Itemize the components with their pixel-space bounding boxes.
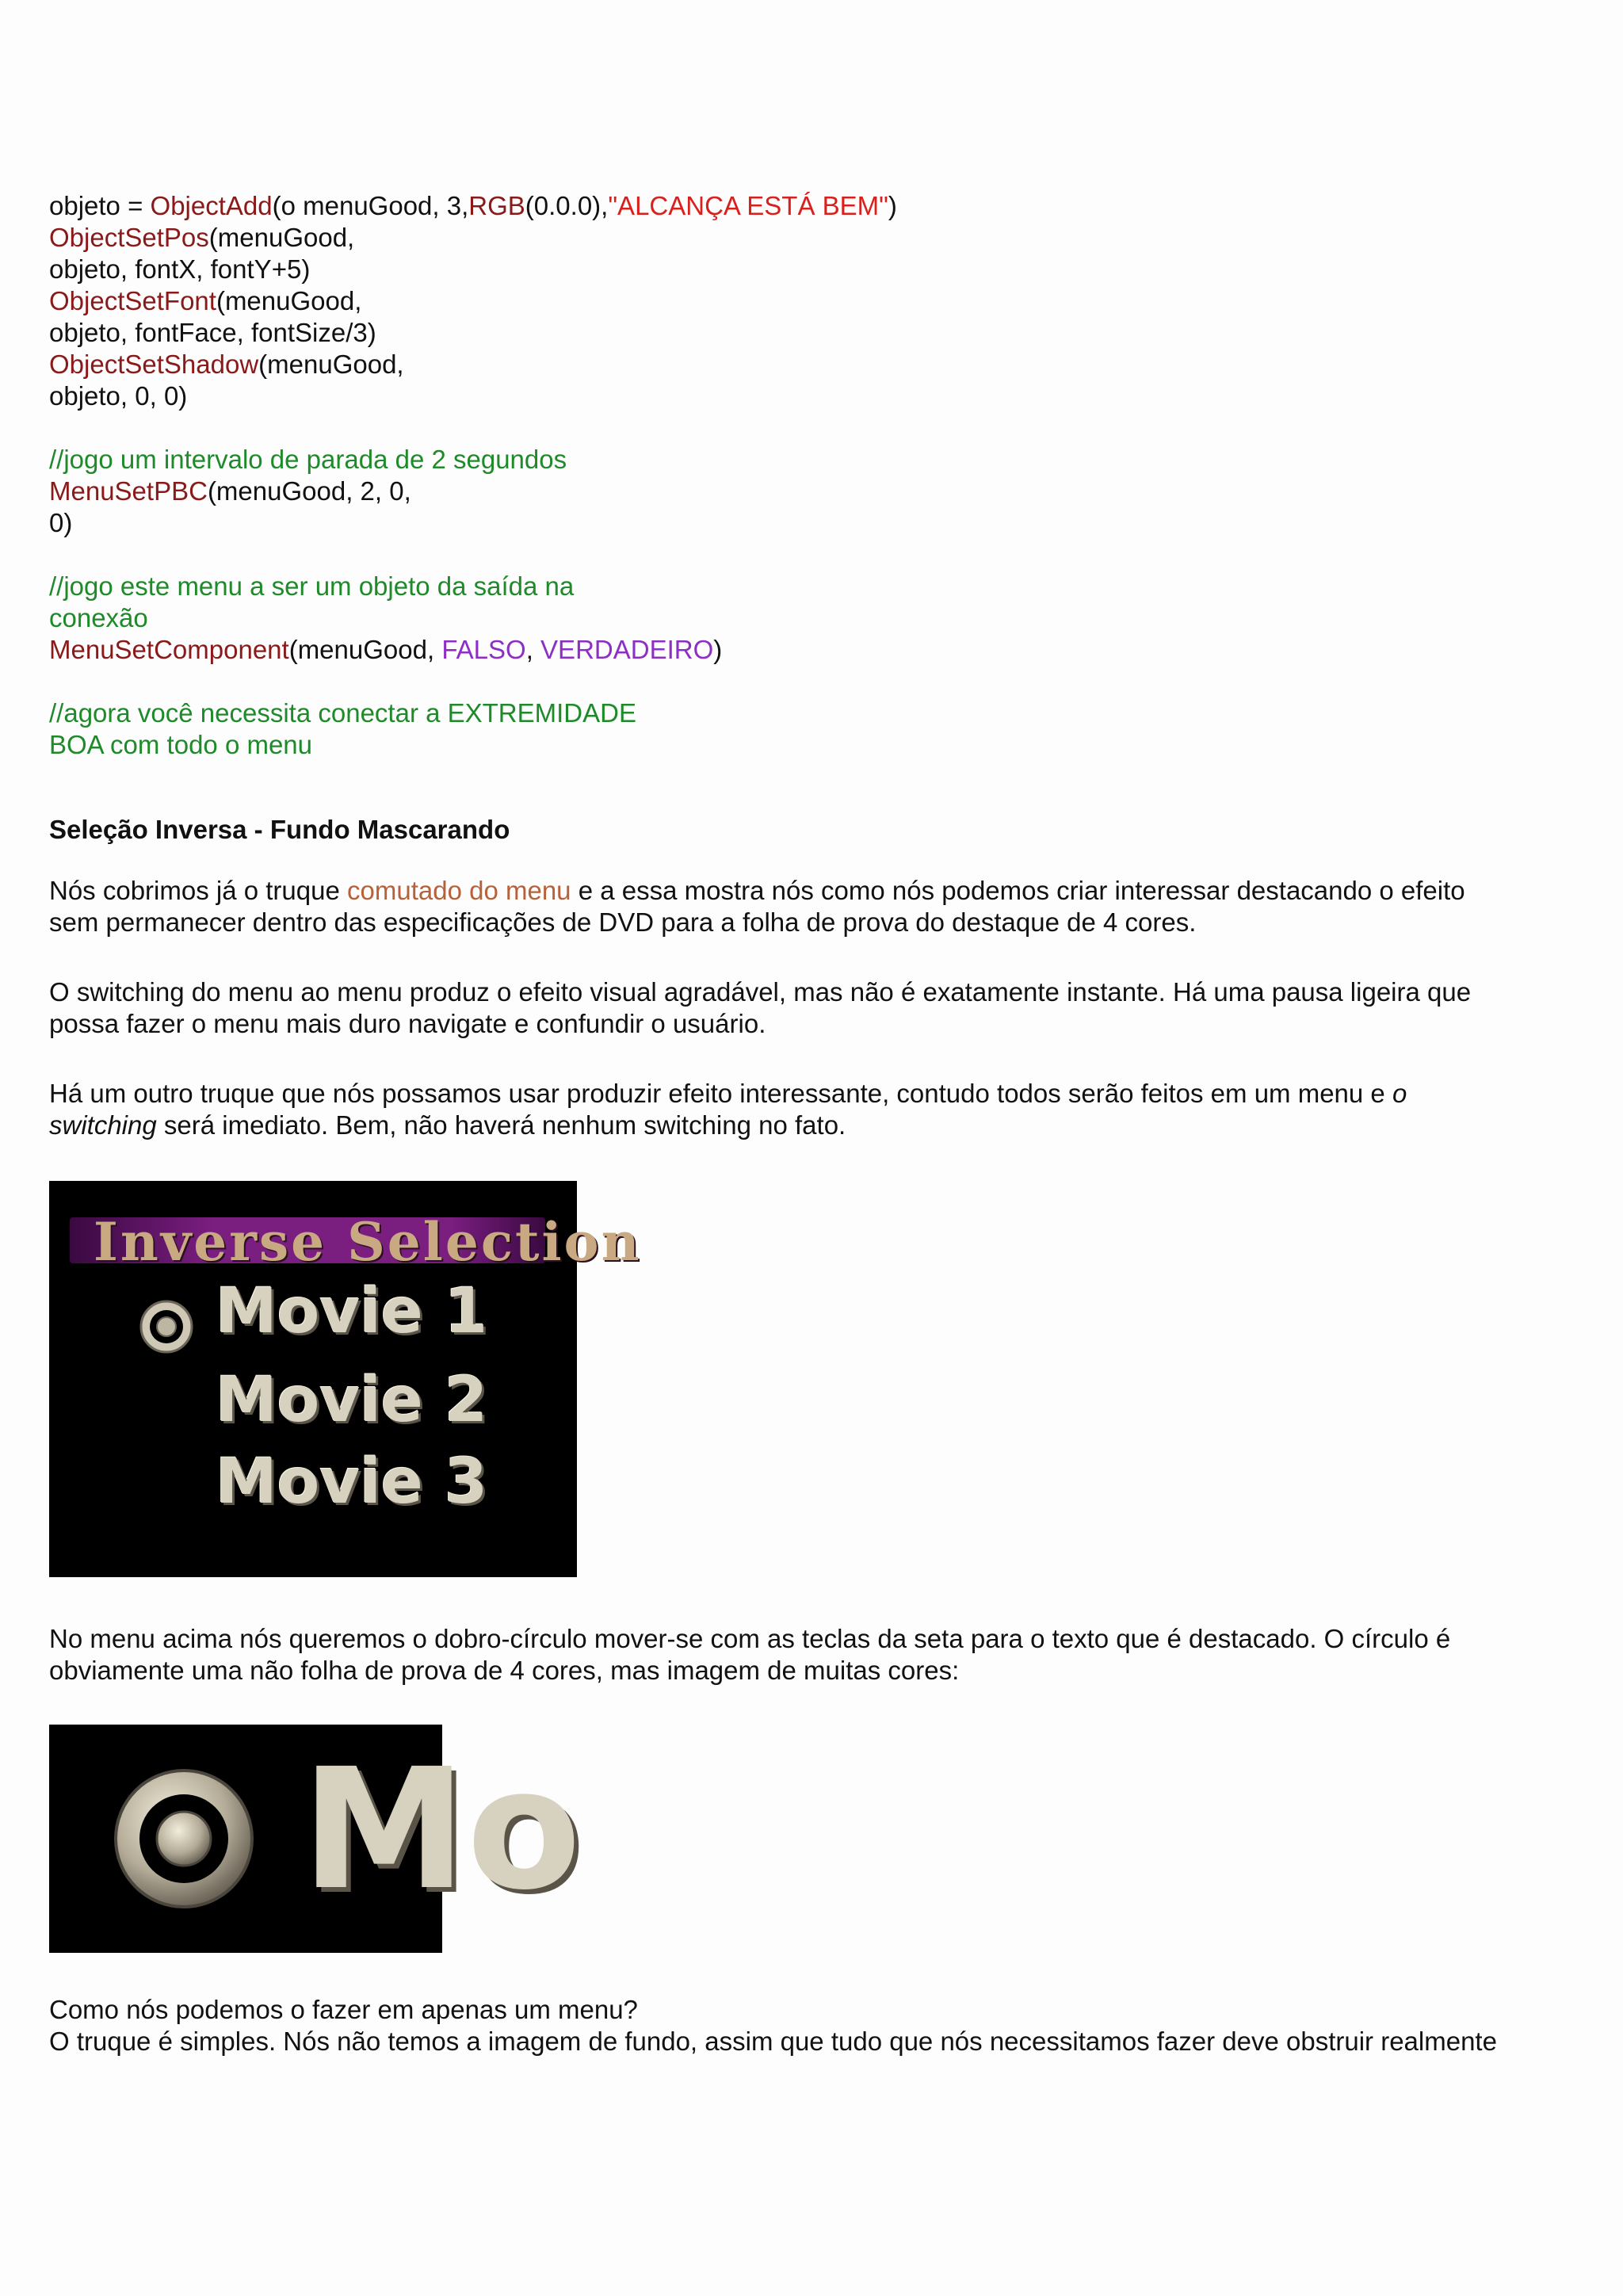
code-block-comment xyxy=(49,697,1587,761)
code-text: (menuGood, xyxy=(216,286,362,315)
code-comment: //jogo um intervalo de parada de 2 segundos xyxy=(49,445,567,474)
code-block-component xyxy=(49,571,1587,666)
code-line xyxy=(49,222,1587,254)
code-comment: //agora você necessita conectar a EXTREMIDADE xyxy=(49,698,636,728)
code-text: ) xyxy=(713,635,723,664)
code-comment: conexão xyxy=(49,603,148,632)
paragraph-text: No menu acima nós queremos o dobro-círculo mover-se com as teclas da seta para o texto que é destacado. O círculo é xyxy=(49,1624,1451,1653)
code-line xyxy=(49,349,1587,380)
code-function: ObjectAdd xyxy=(150,191,273,220)
menu-item-movie-2: Movie 2 xyxy=(216,1365,488,1436)
code-text: , xyxy=(525,635,541,664)
paragraph xyxy=(49,1623,1587,1687)
menu-item-movie-3: Movie 3 xyxy=(216,1446,488,1518)
paragraph-text: Há um outro truque que nós possamos usar produzir efeito interessante, contudo todos serão feitos em um menu e xyxy=(49,1079,1392,1108)
code-text: (menuGood, xyxy=(288,635,442,664)
code-function: ObjectSetPos xyxy=(49,223,209,252)
code-line xyxy=(49,634,1587,666)
paragraph-text: Nós cobrimos já o truque xyxy=(49,876,348,905)
section-heading: Seleção Inversa - Fundo Mascarando xyxy=(49,815,510,844)
menu-title-bar xyxy=(70,1211,642,1273)
code-function: RGB xyxy=(468,191,525,220)
paragraph xyxy=(49,1994,1587,2057)
code-function: ObjectSetFont xyxy=(49,286,216,315)
code-text: ) xyxy=(888,191,897,220)
paragraph-text: O switching do menu ao menu produz o efeito visual agradável, mas não é exatamente instante. Há uma pausa ligeira que xyxy=(49,977,1472,1007)
paragraph-emphasis: switching xyxy=(49,1110,157,1140)
code-line xyxy=(49,476,1587,507)
code-string: "ALCANÇA ESTÁ BEM" xyxy=(608,191,888,220)
code-text: (o menuGood, 3, xyxy=(272,191,469,220)
paragraph xyxy=(49,976,1587,1040)
code-line: objeto, fontX, fontY+5) xyxy=(49,254,311,284)
paragraph xyxy=(49,1078,1587,1141)
code-block-pbc xyxy=(49,444,1587,539)
code-text: (menuGood, 2, 0, xyxy=(207,476,411,506)
code-comment: //jogo este menu a ser um objeto da saída na xyxy=(49,571,575,601)
code-line: objeto, fontFace, fontSize/3) xyxy=(49,318,376,347)
double-circle-icon xyxy=(111,1766,257,1912)
paragraph-emphasis: o xyxy=(1392,1079,1407,1108)
code-keyword: VERDADEIRO xyxy=(540,635,714,664)
code-text: (menuGood, xyxy=(208,223,355,252)
menu-item-movie-1: Movie 1 xyxy=(216,1276,488,1347)
menu-title: Inverse Selection xyxy=(94,1211,642,1273)
inverse-selection-menu-image xyxy=(49,1181,642,1577)
code-comment: BOA com todo o menu xyxy=(49,730,313,759)
menu-switching-link[interactable]: comutado do menu xyxy=(347,876,571,905)
paragraph-text: sem permanecer dentro das especificações de DVD para a folha de prova do destaque de 4 cores. xyxy=(49,907,1197,937)
paragraph-text: será imediato. Bem, não haverá nenhum switching no fato. xyxy=(156,1110,846,1140)
code-block-object-setup xyxy=(49,190,1587,412)
menu-item-letters: Mo xyxy=(301,1733,582,1927)
code-function: MenuSetComponent xyxy=(49,635,289,664)
double-circle-icon xyxy=(138,1298,195,1355)
double-circle-closeup-image xyxy=(49,1725,582,1953)
code-line xyxy=(49,285,1587,317)
paragraph-text: Como nós podemos o fazer em apenas um menu? xyxy=(49,1995,638,2024)
document-page xyxy=(49,190,1587,2057)
paragraph-text: possa fazer o menu mais duro navigate e confundir o usuário. xyxy=(49,1009,766,1038)
code-function: ObjectSetShadow xyxy=(49,350,259,379)
code-text: (menuGood, xyxy=(258,350,404,379)
code-text: objeto = xyxy=(49,191,151,220)
code-line: objeto, 0, 0) xyxy=(49,381,188,411)
code-line xyxy=(49,190,1587,222)
code-keyword: FALSO xyxy=(441,635,526,664)
code-line: 0) xyxy=(49,508,73,537)
paragraph-text: obviamente uma não folha de prova de 4 cores, mas imagem de muitas cores: xyxy=(49,1656,960,1685)
paragraph-text: e a essa mostra nós como nós podemos criar interessar destacando o efeito xyxy=(571,876,1465,905)
paragraph xyxy=(49,875,1587,938)
paragraph-text: O truque é simples. Nós não temos a imagem de fundo, assim que tudo que nós necessitamos fazer deve obstruir realmente xyxy=(49,2027,1497,2056)
code-text: (0.0.0), xyxy=(525,191,609,220)
code-function: MenuSetPBC xyxy=(49,476,208,506)
